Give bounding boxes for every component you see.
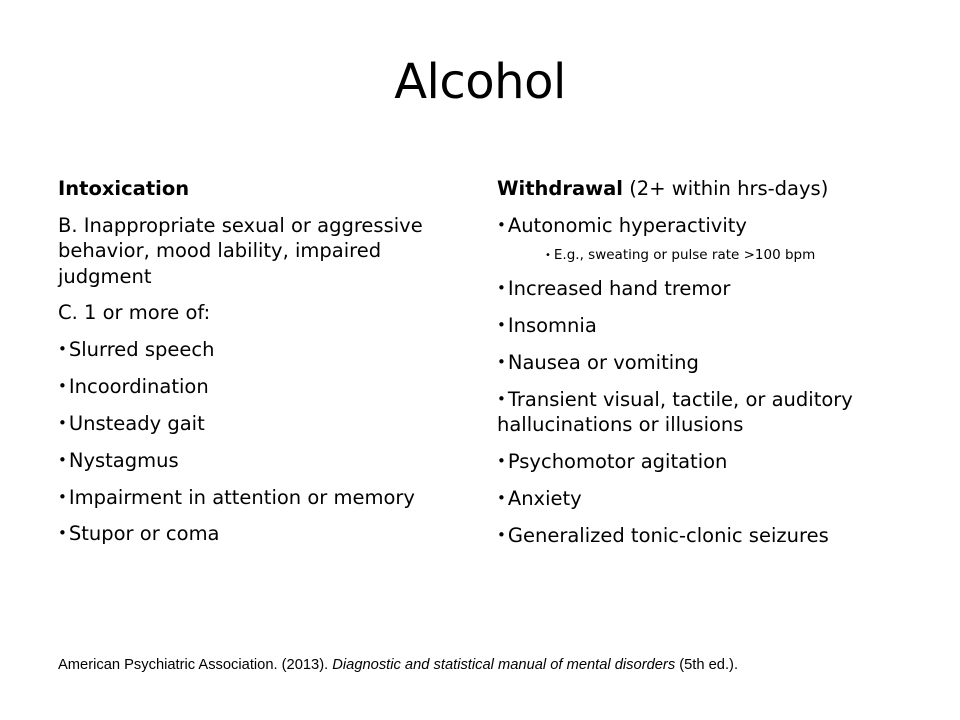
list-item: • Increased hand tremor (497, 277, 731, 301)
intoxication-column (58, 176, 468, 558)
citation-suffix: (5th ed.). (675, 657, 739, 673)
list-item: • Nausea or vomiting (497, 350, 699, 374)
citation (58, 656, 888, 675)
withdrawal-heading (497, 176, 917, 201)
bullet-icon: • (497, 525, 506, 544)
bullet-icon: • (545, 249, 551, 261)
list-item: • Stupor or coma (58, 522, 220, 546)
bullet-icon: • (58, 377, 67, 396)
withdrawal-heading-rest: (2+ within hrs-days) (623, 177, 829, 200)
bullet-icon: • (497, 215, 506, 234)
list-item: • Impairment in attention or memory (58, 485, 415, 509)
bullet-icon: • (497, 279, 506, 298)
slide-title: Alcohol (394, 54, 566, 110)
bullet-icon: • (58, 340, 67, 359)
bullet-icon: • (58, 450, 67, 469)
bullet-icon: • (58, 524, 67, 543)
list-item: • Incoordination (58, 375, 209, 399)
bullet-icon: • (497, 451, 506, 470)
list-item: • Slurred speech (58, 338, 215, 362)
bullet-icon: • (497, 488, 506, 507)
bullet-icon: • (497, 389, 506, 408)
citation-prefix: American Psychiatric Association. (2013). (58, 657, 333, 673)
bullet-icon: • (58, 487, 67, 506)
sub-list-item: • E.g., sweating or pulse rate >100 bpm (545, 246, 816, 263)
intoxication-heading: Intoxication (58, 177, 190, 200)
list-item: • Insomnia (497, 314, 597, 338)
criterion-c-text: C. 1 or more of: (58, 301, 211, 325)
list-item: • Unsteady gait (58, 411, 205, 435)
list-item: • Generalized tonic-clonic seizures (497, 523, 829, 547)
bullet-icon: • (58, 413, 67, 432)
withdrawal-heading-bold: Withdrawal (497, 177, 623, 200)
withdrawal-column (497, 176, 917, 559)
criterion-b-text: B. Inappropriate sexual or aggressive behavior, mood lability, impaired judgment (58, 213, 423, 288)
list-item: • Anxiety (497, 486, 582, 510)
list-item: • Autonomic hyperactivity (497, 213, 747, 237)
bullet-icon: • (497, 316, 506, 335)
list-item: • Transient visual, tactile, or auditory hallucinations or illusions (497, 387, 853, 437)
list-item: • Nystagmus (58, 448, 179, 472)
list-item: • Psychomotor agitation (497, 449, 728, 473)
citation-title: Diagnostic and statistical manual of mental disorders (332, 657, 676, 673)
bullet-icon: • (497, 352, 506, 371)
